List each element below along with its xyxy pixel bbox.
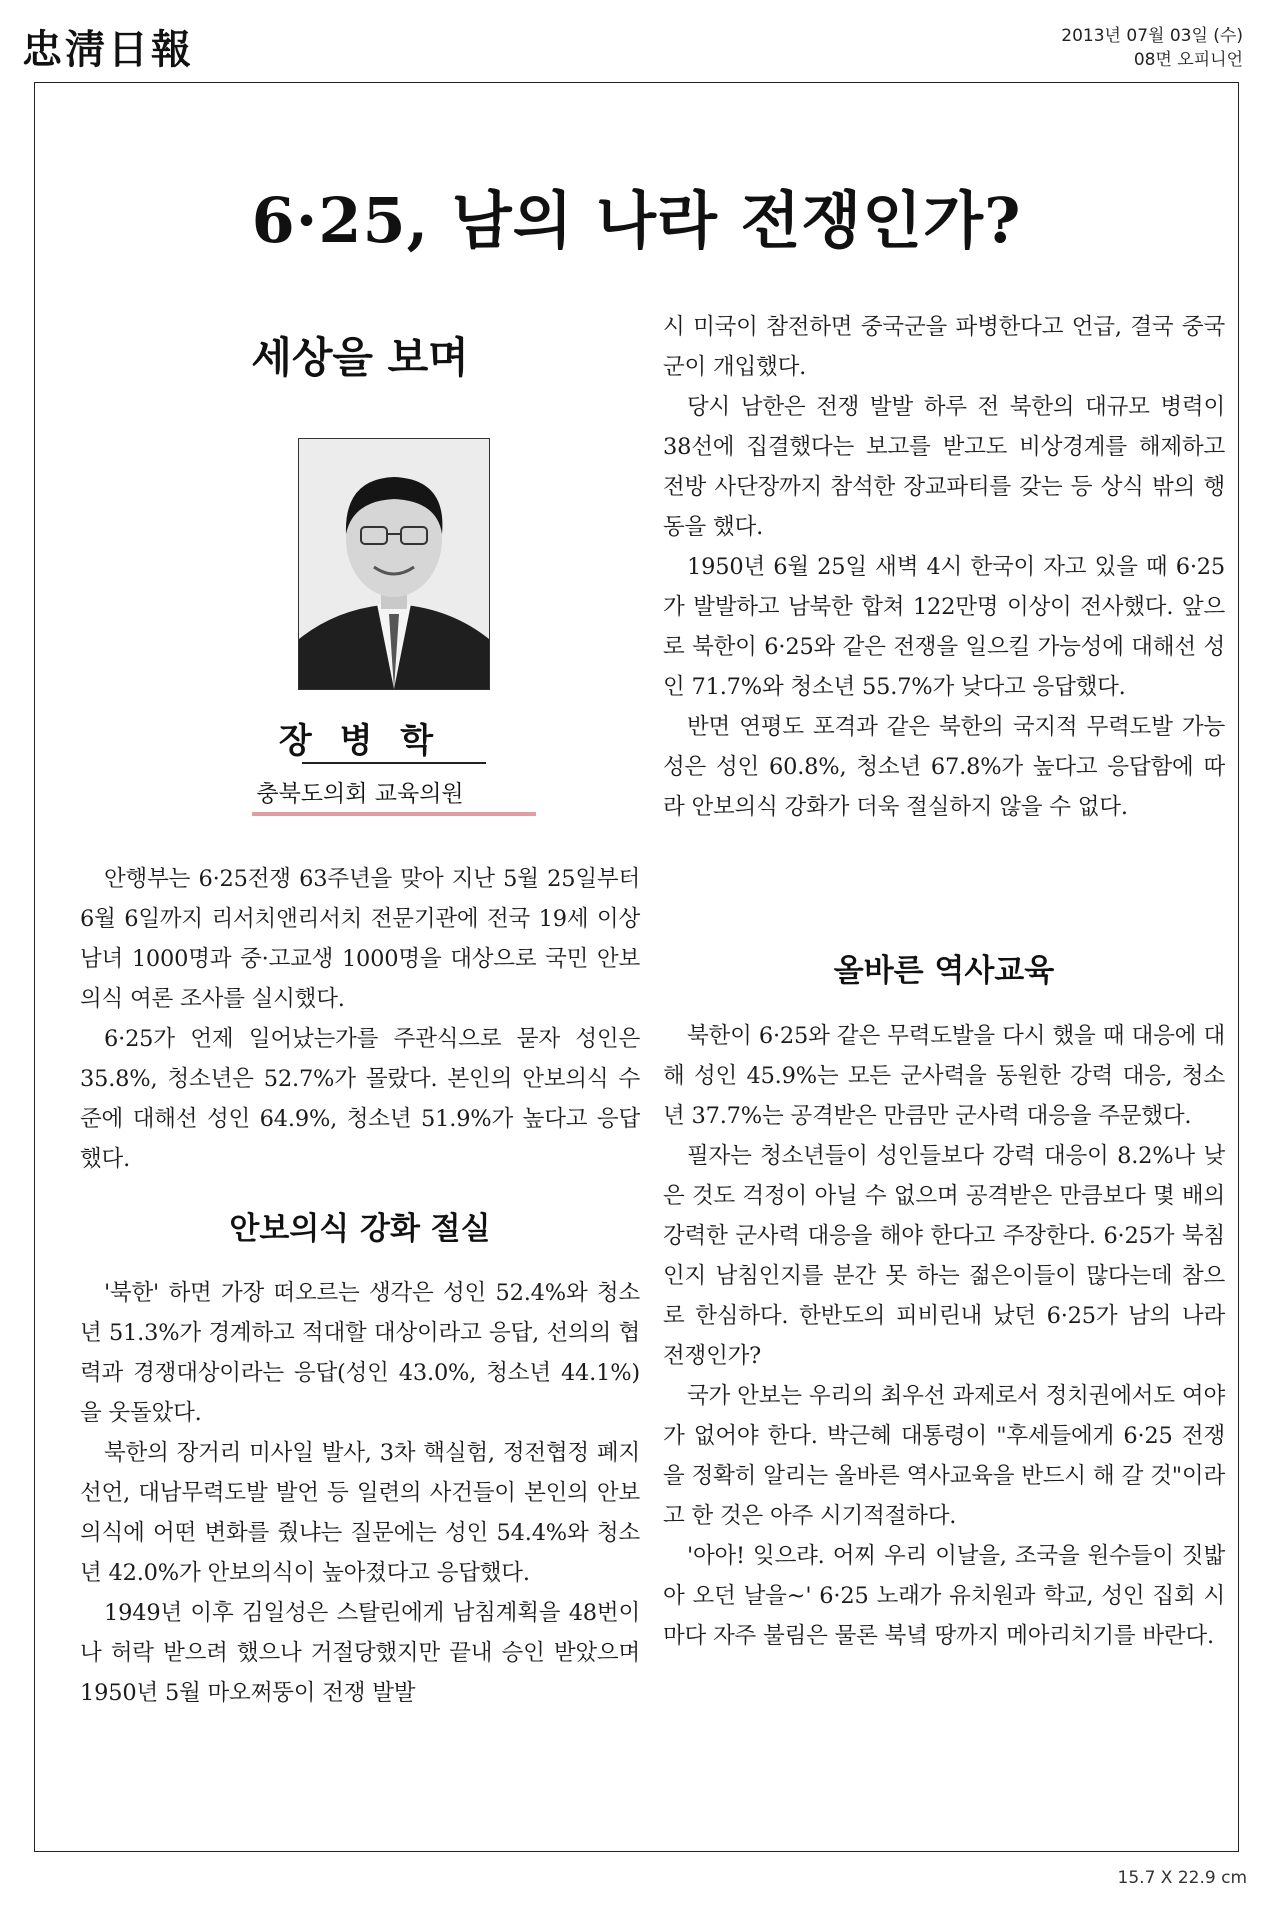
paragraph-continued: 시 미국이 참전하면 중국군을 파병한다고 언급, 결국 중국군이 개입했다. (663, 314, 1225, 380)
left-body-top (80, 859, 640, 1179)
article-frame (34, 82, 1239, 1852)
paragraph: 안행부는 6·25전쟁 63주년을 맞아 지난 5월 25일부터 6월 6일까지 리서치앤리서치 전문기관에 전국 19세 이상 남녀 1000명과 중·고교생 1000명을 대상으로 국민 안보의식 여론 조사를 실시했다. (80, 866, 640, 1012)
author-title: 충북도의회 교육의원 (256, 781, 464, 807)
right-body-top (663, 307, 1225, 827)
author-photo (298, 438, 490, 690)
page-section: 08면 오피니언 (1133, 50, 1243, 70)
paragraph: 당시 남한은 전쟁 발발 하루 전 북한의 대규모 병력이 38선에 집결했다는 보고를 받고도 비상경계를 해제하고 전방 사단장까지 참석한 장교파티를 갖는 등 상식 밖의 행동을 했다. (663, 394, 1225, 540)
newspaper-masthead: 忠淸日報 (22, 26, 194, 73)
paragraph: '아아! 잊으랴. 어찌 우리 이날을, 조국을 원수들이 짓밟아 오던 날을~' 6·25 노래가 유치원과 학교, 성인 집회 시마다 자주 불림은 물론 북녘 땅까지 메아리치기를 바란다. (663, 1543, 1225, 1649)
issue-info (1061, 24, 1243, 72)
paragraph: 필자는 청소년들이 성인들보다 강력 대응이 8.2%나 낮은 것도 걱정이 아닐 수 없으며 공격받은 만큼보다 몇 배의 강력한 군사력 대응을 해야 한다고 주장한다. 6·25가 북침인지 남침인지를 분간 못 하는 젊은이들이 많다는데 참으로 한심하다. 한반도의 피비린내 났던 6·25가 남의 나라 전쟁인가? (663, 1143, 1225, 1369)
paragraph: 6·25가 언제 일어났는가를 주관식으로 묻자 성인은 35.8%, 청소년은 52.7%가 몰랐다. 본인의 안보의식 수준에 대해선 성인 64.9%, 청소년 51.9%가 높다고 응답했다. (80, 1026, 640, 1172)
paragraph: 북한의 장거리 미사일 발사, 3차 핵실험, 정전협정 폐지선언, 대남무력도발 발언 등 일련의 사건들이 본인의 안보의식에 어떤 변화를 줬냐는 질문에는 성인 54.4%와 청소년 42.0%가 안보의식이 높아졌다고 응답했다. (80, 1440, 640, 1586)
paragraph: '북한' 하면 가장 떠오르는 생각은 성인 52.4%와 청소년 51.3%가 경계하고 적대할 대상이라고 응답, 선의의 협력과 경쟁대상이라는 응답(성인 43.0%, 청소년 44.1%)을 웃돌았다. (80, 1280, 640, 1426)
author-name: 장 병 학 (278, 721, 442, 761)
column-title: 세상을 보며 (251, 333, 469, 382)
right-body-bottom (663, 1016, 1225, 1656)
subhead-history-education: 올바른 역사교육 (833, 953, 1055, 989)
name-divider (302, 762, 486, 764)
paragraph: 1949년 이후 김일성은 스탈린에게 남침계획을 48번이나 허락 받으려 했으나 거절당했지만 끝내 승인 받았으며 1950년 5월 마오쩌뚱이 전쟁 발발 (80, 1600, 640, 1706)
paragraph: 북한이 6·25와 같은 무력도발을 다시 했을 때 대응에 대해 성인 45.9%는 모든 군사력을 동원한 강력 대응, 청소년 37.7%는 공격받은 만큼만 군사력 대응을 주문했다. (663, 1023, 1225, 1129)
issue-date: 2013년 07월 03일 (수) (1061, 26, 1243, 46)
subhead-security: 안보의식 강화 절실 (229, 1211, 491, 1247)
left-body-bottom (80, 1273, 640, 1713)
article-headline: 6·25, 남의 나라 전쟁인가? (251, 184, 1022, 257)
paragraph: 반면 연평도 포격과 같은 북한의 국지적 무력도발 가능성은 성인 60.8%, 청소년 67.8%가 높다고 응답함에 따라 안보의식 강화가 더욱 절실하지 않을 수 없다. (663, 714, 1225, 820)
paragraph: 1950년 6월 25일 새벽 4시 한국이 자고 있을 때 6·25가 발발하고 남북한 합쳐 122만명 이상이 전사했다. 앞으로 북한이 6·25와 같은 전쟁을 일으킬 가능성에 대해선 성인 71.7%와 청소년 55.7%가 낮다고 응답했다. (663, 554, 1225, 700)
title-underline (252, 812, 536, 816)
paragraph: 국가 안보는 우리의 최우선 과제로서 정치권에서도 여야가 없어야 한다. 박근혜 대통령이 "후세들에게 6·25 전쟁을 정확히 알리는 올바른 역사교육을 반드시 해 갈 것"이라고 한 것은 아주 시기적절하다. (663, 1383, 1225, 1529)
article-size-label: 15.7 X 22.9 cm (1117, 1868, 1247, 1888)
